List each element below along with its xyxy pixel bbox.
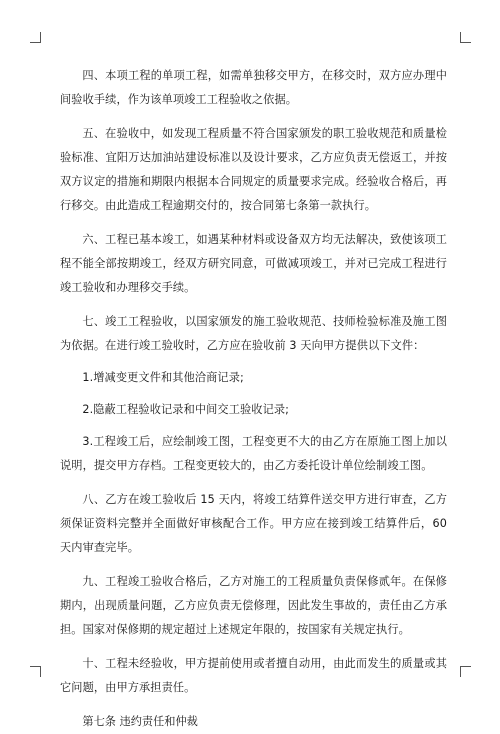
crop-mark-top-right xyxy=(460,32,471,43)
clause-7-paragraph: 七、竣工工程验收，以国家颁发的施工验收规范、技师检验标准及施工图为依据。在进行竣工验收时，乙方应在验收前 3 天向甲方提供以下文件： xyxy=(60,315,447,352)
crop-mark-bottom-left xyxy=(30,666,41,677)
crop-mark-top-left xyxy=(30,32,41,43)
clause-6-paragraph: 六、工程已基本竣工，如遇某种材料或设备双方均无法解决，致使该项工程不能全部按期竣工，经双方研究同意，可做减项竣工，并对已完成工程进行竣工验收和办理移交手续。 xyxy=(60,233,447,294)
document-body xyxy=(60,64,447,734)
clause-7-item-1: 1.增减变更文件和其他洽商记录; xyxy=(82,371,244,384)
clause-5-paragraph: 五、在验收中，如发现工程质量不符合国家颁发的职工验收规范和质量检验标准、宜阳万达加油站建设标准以及设计要求，乙方应负责无偿返工，并按双方议定的措施和期限内根据本合同规定的质量要求完成。经验收合格后，再行移交。由此造成工程逾期交付的，按合同第七条第一款执行。 xyxy=(60,127,447,212)
clause-9-paragraph: 九、工程竣工验收合格后，乙方对施工的工程质量负责保修贰年。在保修期内，出现质量问题，乙方应负责无偿修理，因此发生事故的，责任由乙方承担。国家对保修期的规定超过上述规定年限的，按国家有关规定执行。 xyxy=(60,575,447,636)
clause-10-paragraph: 十、工程未经验收，甲方提前使用或者擅自动用，由此而发生的质量或其它问题，由甲方承担责任。 xyxy=(60,657,447,694)
clause-7-item-2: 2.隐蔽工程验收记录和中间交工验收记录; xyxy=(82,403,290,416)
section-heading: 第七条 违约责任和仲裁 xyxy=(82,715,198,728)
clause-8-paragraph: 八、乙方在竣工验收后 15 天内，将竣工结算件送交甲方进行审查，乙方须保证资料完整并全面做好审核配合工作。甲方应在接到竣工结算件后，60 天内审查完毕。 xyxy=(60,493,447,554)
crop-mark-bottom-right xyxy=(460,666,471,677)
clause-4-paragraph: 四、本项工程的单项工程，如需单独移交甲方，在移交时，双方应办理中间验收手续，作为该单项竣工工程验收之依据。 xyxy=(60,69,447,106)
clause-7-item-3: 3.工程竣工后，应绘制竣工图，工程变更不大的由乙方在原施工图上加以说明，提交甲方存档。工程变更较大的，由乙方委托设计单位绘制竣工图。 xyxy=(60,435,447,472)
